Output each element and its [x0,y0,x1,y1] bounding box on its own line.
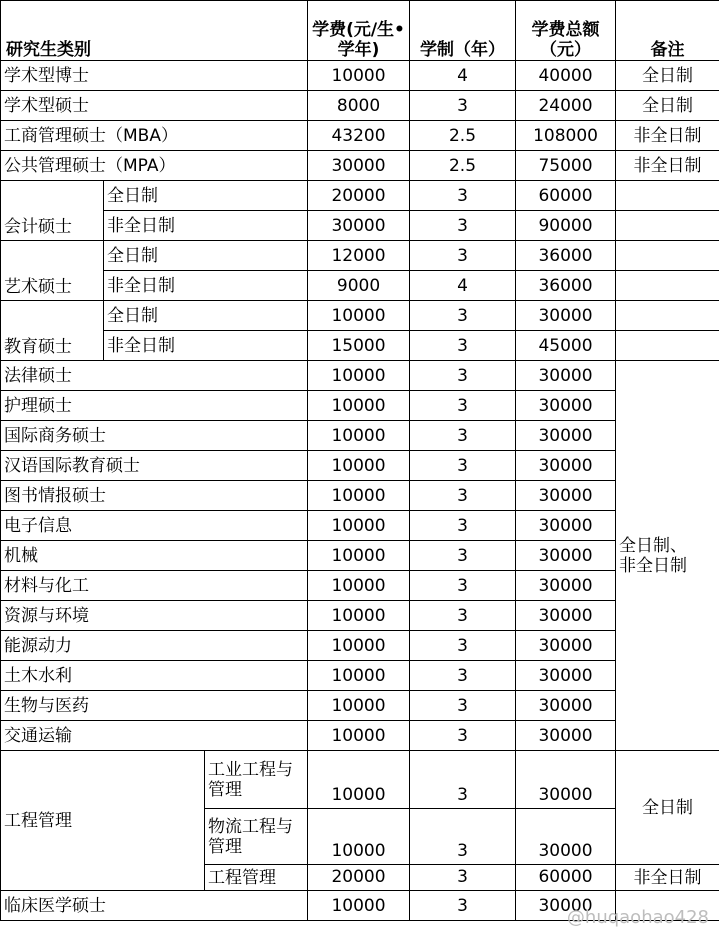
professional-note-cell: 全日制、非全日制 [616,361,719,751]
total-cell: 30000 [516,891,616,921]
fee-cell: 9000 [308,271,410,301]
watermark: @huqaohao428 [566,907,709,928]
category-cell: 土木水利 [1,661,308,691]
category-cell: 能源动力 [1,631,308,661]
category-cell: 学术型硕士 [1,91,308,121]
fee-cell: 30000 [308,211,410,241]
duration-cell: 4 [410,271,516,301]
fee-cell: 10000 [308,891,410,921]
duration-cell: 3 [410,631,516,661]
table-row [1,891,719,921]
category-cell: 材料与化工 [1,571,308,601]
total-cell: 30000 [516,571,616,601]
note-cell [616,241,719,271]
header-fee: 学费(元/生•学年) [308,1,410,61]
total-cell: 45000 [516,331,616,361]
header-category: 研究生类别 [1,1,308,61]
note-cell: 非全日制 [616,865,719,891]
engineering-sub-cell: 物流工程与管理 [205,809,308,865]
total-cell: 30000 [516,721,616,751]
duration-cell: 3 [410,661,516,691]
table-row [1,661,719,691]
note-cell: 全日制 [616,91,719,121]
duration-cell: 3 [410,391,516,421]
total-cell: 30000 [516,481,616,511]
header-row [1,1,719,61]
duration-cell: 3 [410,361,516,391]
duration-cell: 4 [410,61,516,91]
category-cell: 学术型博士 [1,61,308,91]
table-row [1,271,719,301]
engineering-category-cell: 工程管理 [1,751,205,891]
total-cell: 30000 [516,541,616,571]
category-cell: 电子信息 [1,511,308,541]
note-cell [616,891,719,921]
total-cell: 30000 [516,421,616,451]
duration-cell: 3 [410,691,516,721]
fee-cell: 10000 [308,481,410,511]
fee-cell: 10000 [308,661,410,691]
note-cell: 非全日制 [616,121,719,151]
duration-cell: 3 [410,91,516,121]
table-row [1,751,719,809]
table-row [1,421,719,451]
group-category-cell: 艺术硕士 [1,241,104,301]
duration-cell: 3 [410,865,516,891]
total-cell: 30000 [516,661,616,691]
fee-cell: 12000 [308,241,410,271]
category-cell: 生物与医药 [1,691,308,721]
engineering-sub-cell: 工业工程与管理 [205,751,308,809]
table-row [1,331,719,361]
category-cell: 图书情报硕士 [1,481,308,511]
table-row [1,301,719,331]
study-mode-cell: 全日制 [104,241,308,271]
total-cell: 40000 [516,61,616,91]
duration-cell: 3 [410,301,516,331]
duration-cell: 3 [410,421,516,451]
fee-cell: 10000 [308,721,410,751]
duration-cell: 3 [410,721,516,751]
table-row [1,91,719,121]
header-duration: 学制（年） [410,1,516,61]
category-cell: 法律硕士 [1,361,308,391]
table-row [1,451,719,481]
duration-cell: 3 [410,241,516,271]
table-row [1,631,719,661]
note-cell [616,301,719,331]
duration-cell: 3 [410,601,516,631]
category-cell: 临床医学硕士 [1,891,308,921]
category-cell: 国际商务硕士 [1,421,308,451]
group-category-cell: 会计硕士 [1,181,104,241]
table-row [1,691,719,721]
duration-cell: 3 [410,751,516,809]
note-cell [616,181,719,211]
fee-cell: 10000 [308,809,410,865]
total-cell: 30000 [516,511,616,541]
note-cell: 非全日制 [616,151,719,181]
total-cell: 30000 [516,391,616,421]
fee-cell: 10000 [308,511,410,541]
category-cell: 资源与环境 [1,601,308,631]
table-row [1,391,719,421]
table-row [1,571,719,601]
category-cell: 汉语国际教育硕士 [1,451,308,481]
duration-cell: 3 [410,481,516,511]
fee-cell: 10000 [308,571,410,601]
total-cell: 36000 [516,241,616,271]
fee-cell: 10000 [308,451,410,481]
total-cell: 30000 [516,361,616,391]
table-row [1,541,719,571]
table-row [1,601,719,631]
category-cell: 机械 [1,541,308,571]
study-mode-cell: 非全日制 [104,211,308,241]
duration-cell: 3 [410,181,516,211]
total-cell: 30000 [516,451,616,481]
fee-cell: 15000 [308,331,410,361]
duration-cell: 2.5 [410,151,516,181]
table-row [1,181,719,211]
engineering-sub-cell: 工程管理 [205,865,308,891]
table-row [1,151,719,181]
total-cell: 30000 [516,601,616,631]
fee-cell: 10000 [308,691,410,721]
table-row [1,121,719,151]
fee-cell: 10000 [308,301,410,331]
total-cell: 30000 [516,301,616,331]
total-cell: 30000 [516,809,616,865]
category-cell: 公共管理硕士（MPA） [1,151,308,181]
note-cell: 全日制 [616,61,719,91]
note-cell [616,211,719,241]
total-cell: 36000 [516,271,616,301]
duration-cell: 3 [410,451,516,481]
total-cell: 90000 [516,211,616,241]
fee-cell: 8000 [308,91,410,121]
fee-cell: 30000 [308,151,410,181]
duration-cell: 3 [410,571,516,601]
study-mode-cell: 非全日制 [104,331,308,361]
duration-cell: 3 [410,211,516,241]
header-total: 学费总额（元） [516,1,616,61]
table-row [1,61,719,91]
duration-cell: 3 [410,331,516,361]
study-mode-cell: 全日制 [104,301,308,331]
category-cell: 护理硕士 [1,391,308,421]
category-cell: 工商管理硕士（MBA） [1,121,308,151]
table-row [1,211,719,241]
total-cell: 24000 [516,91,616,121]
total-cell: 30000 [516,691,616,721]
fee-cell: 20000 [308,865,410,891]
fee-cell: 10000 [308,751,410,809]
total-cell: 75000 [516,151,616,181]
table-row [1,721,719,751]
fee-cell: 10000 [308,631,410,661]
table-row [1,511,719,541]
category-cell: 交通运输 [1,721,308,751]
duration-cell: 3 [410,541,516,571]
table-row [1,361,719,391]
group-category-cell: 教育硕士 [1,301,104,361]
table-row [1,241,719,271]
study-mode-cell: 非全日制 [104,271,308,301]
fee-cell: 10000 [308,391,410,421]
duration-cell: 2.5 [410,121,516,151]
fee-cell: 10000 [308,361,410,391]
duration-cell: 3 [410,809,516,865]
total-cell: 60000 [516,181,616,211]
total-cell: 30000 [516,751,616,809]
fee-cell: 43200 [308,121,410,151]
duration-cell: 3 [410,511,516,541]
note-cell [616,331,719,361]
note-cell [616,271,719,301]
header-note: 备注 [616,1,719,61]
fee-cell: 10000 [308,601,410,631]
fee-cell: 10000 [308,61,410,91]
duration-cell: 3 [410,891,516,921]
table-row [1,481,719,511]
total-cell: 60000 [516,865,616,891]
note-cell: 全日制 [616,751,719,865]
study-mode-cell: 全日制 [104,181,308,211]
total-cell: 30000 [516,631,616,661]
fee-cell: 20000 [308,181,410,211]
total-cell: 108000 [516,121,616,151]
fee-cell: 10000 [308,541,410,571]
fee-cell: 10000 [308,421,410,451]
